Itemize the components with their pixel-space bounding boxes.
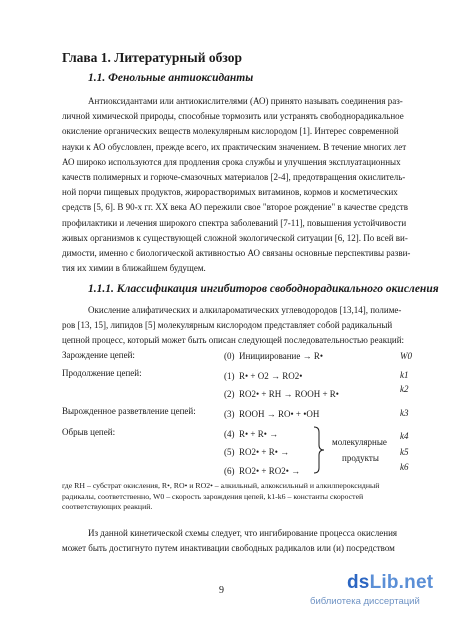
watermark-tagline: библиотека диссертаций xyxy=(310,596,420,607)
paragraph-inhibition xyxy=(62,526,414,556)
text-line: личной химической природы, способные тормозить или устранять свободнорадикальное xyxy=(62,111,404,122)
const-1: k1 xyxy=(400,370,409,380)
text-line: ной порчи пищевых продуктов, жирорастворимых витаминов, кормов и косметических xyxy=(62,187,398,198)
reaction-0: (0) Инициирование → R• xyxy=(224,351,323,361)
reaction-4: (4) R• + R• → xyxy=(224,429,279,439)
text-line: ров [13, 15], липидов [5] молекулярным кислородом представляет собой радикальный xyxy=(62,320,393,331)
subsection-title: 1.1.1. Классификация ингибиторов свободнорадикального окисления xyxy=(88,283,439,295)
const-5: k5 xyxy=(400,447,409,457)
reaction-3: (3) ROOH → RO• + •OH xyxy=(224,409,320,419)
text-line: тия их химии в ближайшем будущем. xyxy=(62,263,206,274)
text-line: окисление органических веществ молекулярным кислородом [1]. Интерес современной xyxy=(62,126,399,137)
text-line: качеств полимерных и горюче-смазочных материалов [2-4], предотвращения окислитель- xyxy=(62,172,406,183)
const-2: k2 xyxy=(400,384,409,394)
text-line: может быть достигнуто путем инактивации свободных радикалов или (и) посредством xyxy=(62,543,395,554)
products-label-1: молекулярные xyxy=(332,437,387,447)
text-line: радикалы, соответственно, W0 – скорость зарождения цепей, k1-k6 – константы скоростей xyxy=(62,491,364,501)
label-propagation: Продолжение цепей: xyxy=(62,368,142,378)
paragraph-oxidation xyxy=(62,303,414,349)
reaction-5: (5) RO2• + R• → xyxy=(224,447,290,457)
const-4: k4 xyxy=(400,431,409,441)
label-termination: Обрыв цепей: xyxy=(62,427,116,437)
text-line: живых организмов к существующей сложной экологической ситуации [6, 12]. По всей ви- xyxy=(62,232,408,243)
products-label-2: продукты xyxy=(342,453,379,463)
text-line: АО широко используются для продления срока службы и улучшения эксплуатационных xyxy=(62,156,401,167)
paragraph-intro xyxy=(62,94,414,276)
text-line: науки к АО обусловлен, прежде всего, их практическим значением. В течение многих лет xyxy=(62,141,407,152)
chapter-title: Глава 1. Литературный обзор xyxy=(62,50,242,65)
reaction-6: (6) RO2• + RO2• → xyxy=(224,466,301,476)
watermark-logo: dsLib.net xyxy=(347,572,434,593)
label-initiation: Зарождение цепей: xyxy=(62,350,135,360)
brace-icon xyxy=(312,426,326,474)
text-line: Окисление алифатических и алкилароматических углеводородов [13,14], полиме- xyxy=(88,305,402,315)
const-6: k6 xyxy=(400,462,409,472)
text-line: профилактики и лечения широкого спектра заболеваний [7-11], повышения устойчивости xyxy=(62,217,407,228)
text-line: где RH – субстрат окисления, R•, RO• и RO2• – алкильный, алкоксильный и алкилпероксидный xyxy=(62,481,380,490)
text-line: Из данной кинетической схемы следует, что ингибирование процесса окисления xyxy=(88,528,398,538)
footnote xyxy=(62,481,418,513)
const-3: k3 xyxy=(400,408,409,418)
text-line: цепной процесс, который может быть описан следующей последовательностью реакций: xyxy=(62,335,405,346)
const-0: W0 xyxy=(400,351,412,361)
label-branching: Вырожденное разветвление цепей: xyxy=(62,406,196,416)
text-line: димости, именно с биологической активностью АО связаны основные перспективы разви- xyxy=(62,248,411,259)
reaction-1: (1) R• + O2 → RO2• xyxy=(224,371,303,381)
reaction-2: (2) RO2• + RH → ROOH + R• xyxy=(224,389,339,399)
page-number: 9 xyxy=(219,585,224,596)
section-title: 1.1. Фенольные антиоксиданты xyxy=(88,72,254,84)
text-line: средств [5, 6]. В 90-х гг. XX века АО пережили свое "второе рождение" в качестве средств xyxy=(62,202,408,213)
text-line: соответствующих реакций. xyxy=(62,502,153,511)
text-line: Антиоксидантами или антиокислителями (АО) принято называть соединения раз- xyxy=(88,96,403,106)
